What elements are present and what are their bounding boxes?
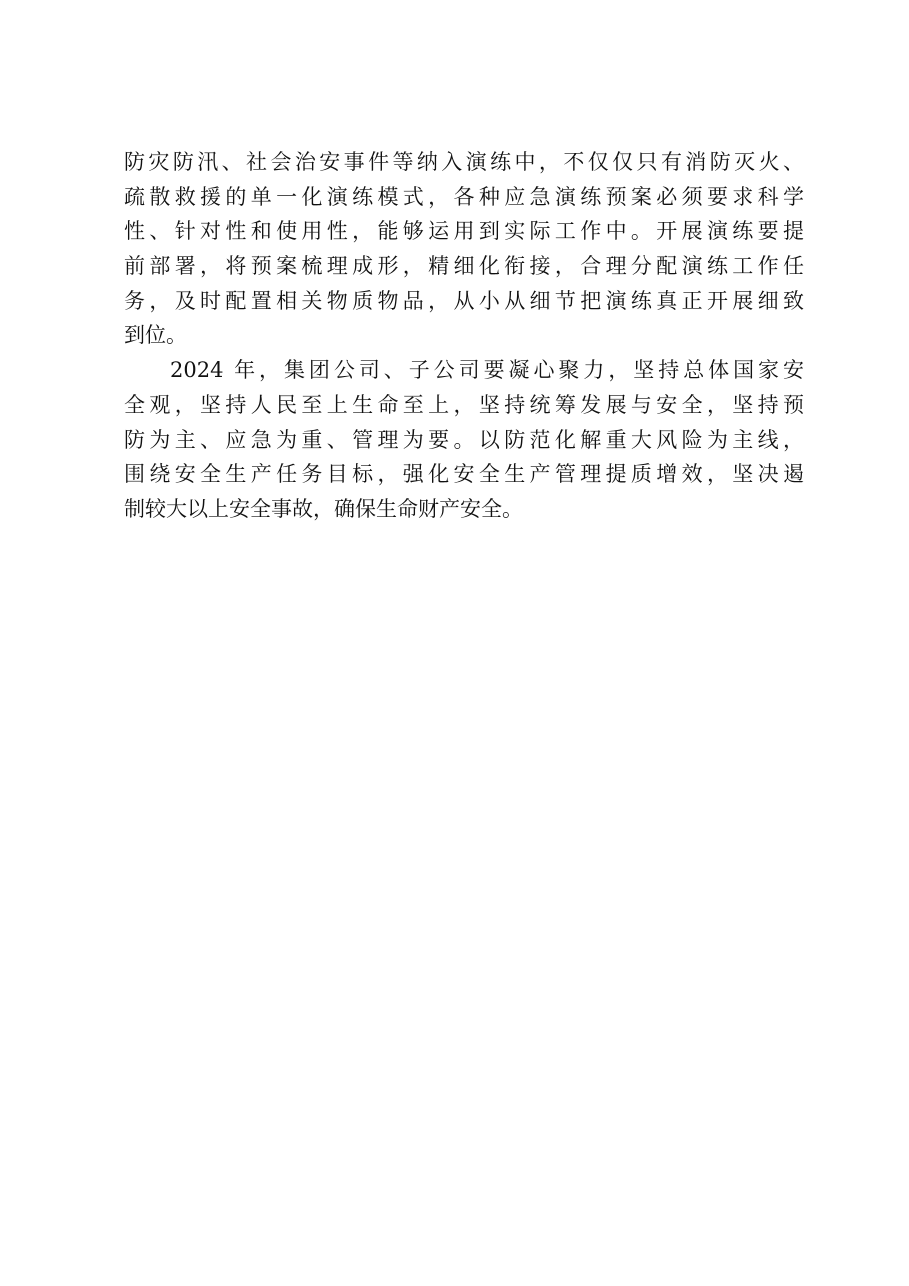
paragraph-1 — [124, 145, 804, 353]
paragraph-line: 前部署，将预案梳理成形，精细化衔接，合理分配演练工作任 — [124, 254, 804, 279]
paragraph-line: 性、针对性和使用性，能够运用到实际工作中。开展演练要提 — [124, 219, 804, 244]
paragraph-2 — [124, 353, 804, 526]
paragraph-line: 务，及时配置相关物质物品，从小从细节把演练真正开展细致 — [124, 288, 804, 313]
paragraph-line: 制较大以上安全事故，确保生命财产安全。 — [124, 496, 523, 521]
paragraph-line: 2024 年，集团公司、子公司要凝心聚力，坚持总体国家安 — [170, 358, 804, 383]
paragraph-line: 疏散救援的单一化演练模式，各种应急演练预案必须要求科学 — [124, 184, 804, 209]
paragraph-line: 围绕安全生产任务目标，强化安全生产管理提质增效，坚决遏 — [124, 462, 804, 487]
paragraph-line: 防灾防汛、社会治安事件等纳入演练中，不仅仅只有消防灭火、 — [124, 150, 804, 174]
paragraph-line: 全观，坚持人民至上生命至上，坚持统筹发展与安全，坚持预 — [124, 392, 804, 417]
paragraph-line: 到位。 — [124, 323, 187, 348]
document-body — [124, 145, 804, 527]
paragraph-line: 防为主、应急为重、管理为要。以防范化解重大风险为主线， — [124, 427, 804, 452]
